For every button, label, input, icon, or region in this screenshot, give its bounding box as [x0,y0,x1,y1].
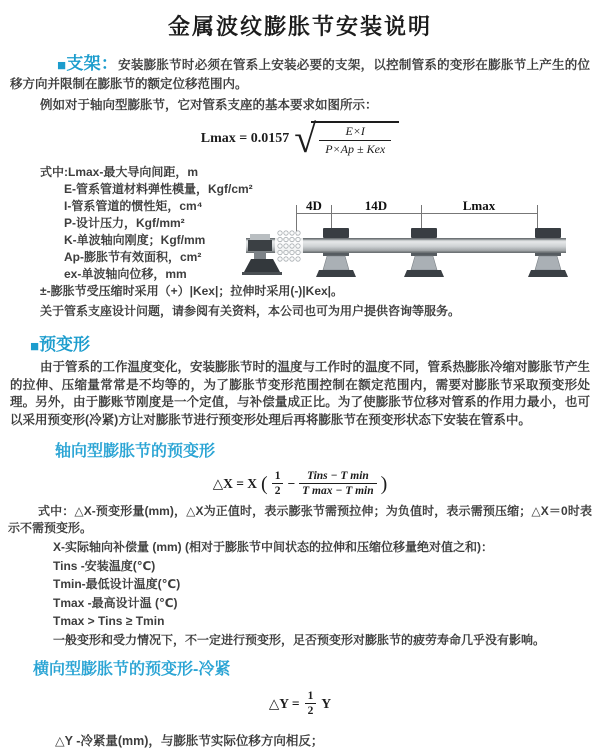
support-example-line: 例如对于轴向型膨胀节，它对管系支座的基本要求如图所示： [40,98,378,112]
axial-definition-line: Tmax > Tins ≥ Tmin [53,614,165,628]
temperature-fraction [299,470,377,497]
lateral-subsection-heading: 横向型膨胀节的预变形-冷紧 [33,661,231,678]
variable-line-plusminus: ±-膨胀节受压缩时采用（+）|Kex|；拉伸时采用(-)|Kex|。 [40,284,344,298]
temperature-fraction-numerator: Tins − T min [299,470,377,484]
variable-line: ex-单波轴向位移，mm [64,267,187,281]
axial-definition-line: Tmin-最低设计温度(℃) [53,577,181,591]
section-square-icon: ■ [30,338,40,355]
variable-line: P-设计压力，Kgf/mm² [64,216,185,230]
half-fraction [305,690,317,717]
half-numerator: 1 [272,470,284,484]
axial-closing-line: 一般变形和受力情况下，不一定进行预变形，足否预变形对膨胀节的疲劳寿命几乎没有影响。 [53,632,546,647]
axial-definition-list [53,538,600,649]
variable-line: I-管系管道的惯性矩，cm⁴ [64,199,203,213]
pre-deform-section-heading [30,330,600,355]
dimension-labels [306,200,496,213]
fraction-numerator: E×I [319,124,391,141]
pre-deform-heading-label: 预变形 [39,335,91,354]
document-page [0,12,600,749]
dim-label-4d: 4D [306,200,322,213]
support-intro-text: 安装膨胀节时必须在管系上安装必要的支架，以控制管系的变形在膨胀节上产生的位移方向并限制在膨胀节的额定位移范围内。 [10,58,591,91]
pipe-support-diagram-svg [240,200,600,300]
axial-definition-line: X-实际轴向补偿量 (mm) (相对于膨胀节中间状态的拉伸和压缩位移量绝对值之和)： [53,540,493,554]
variable-line: E-管系管道材料弹性模量，Kgf/cm² [64,182,253,196]
lmax-formula [0,116,600,161]
bellows [275,231,303,261]
axial-subsection-heading: 轴向型膨胀节的预变形 [55,443,216,460]
support-note-line: 关于管系支座设计问题，请参阅有关资料，本公司也可为用户提供咨询等服务。 [40,304,461,318]
lateral-formula-lead: △Y = [268,695,300,711]
variable-line: K-单波轴向刚度；Kgf/mm [64,233,206,247]
lmax-formula-lhs: Lmax = 0.0157 [200,131,290,146]
sqrt-radical [294,116,399,161]
axial-formula-explanation: 式中：△X-预变形量(mm)，△X为正值时，表示膨张节需预拉伸；为负值时，表示需预压缩；△X＝0时表示不需预变形。 [8,504,592,535]
close-paren: ) [380,472,388,495]
lateral-coldpull-formula [0,690,600,717]
half-denominator: 2 [274,485,281,497]
open-paren: ( [261,472,268,495]
section-square-icon: ■ [57,57,67,74]
half-denominator: 2 [307,705,314,717]
lateral-formula-tail: Y [321,695,332,711]
axial-definition-line: Tmax -最高设计温 (℃) [53,595,178,610]
fraction-denominator: P×Ap ± Kex [325,142,386,156]
temperature-fraction-denominator: T max − T min [302,485,374,497]
minus-sign: − [287,475,296,491]
pre-deform-paragraph: 由于管系的工作温度变化，安装膨胀节时的温度与工作时的温度不同，管系热膨胀冷缩对膨胀节产生的拉伸、压缩量常常是不均等的，为了膨胀节变形范围控制在额定范围内，需要对膨胀节采取预变形处理。另外，由于膨账节刚度是一个定值，与补偿量成正比。为了使膨胀节位移对管系的作用力最小，也可以采用预变形(冷紧)方让对膨胀节进行预变形处理后再将膨胀节在预变形状态下安装在管系中。 [10,360,591,427]
dim-label-lmax: Lmax [462,200,496,213]
page-title: 金属波纹膨胀节安装说明 [167,14,432,39]
half-numerator: 1 [305,690,317,704]
half-fraction [272,470,284,497]
dim-label-14d: 14D [364,200,388,213]
axial-formula-lead: △X = X [212,475,258,491]
sqrt-glyph: √ [294,116,317,161]
variable-line: 式中:Lmax-最大导向间距，m [40,165,199,179]
sqrt-fraction [311,121,399,157]
section-support-heading: 支架： [66,54,119,73]
support-intro-paragraph [10,54,590,94]
axial-definition-line: Tins -安装温度(℃) [53,558,156,573]
pipe-support-diagram [240,200,600,300]
axial-predeform-formula [0,470,600,497]
lateral-note-line: △Y -冷紧量(mm)，与膨胀节实际位移方向相反； [55,734,324,748]
variable-line: Ap-膨胀节有效面积，cm² [64,250,202,264]
